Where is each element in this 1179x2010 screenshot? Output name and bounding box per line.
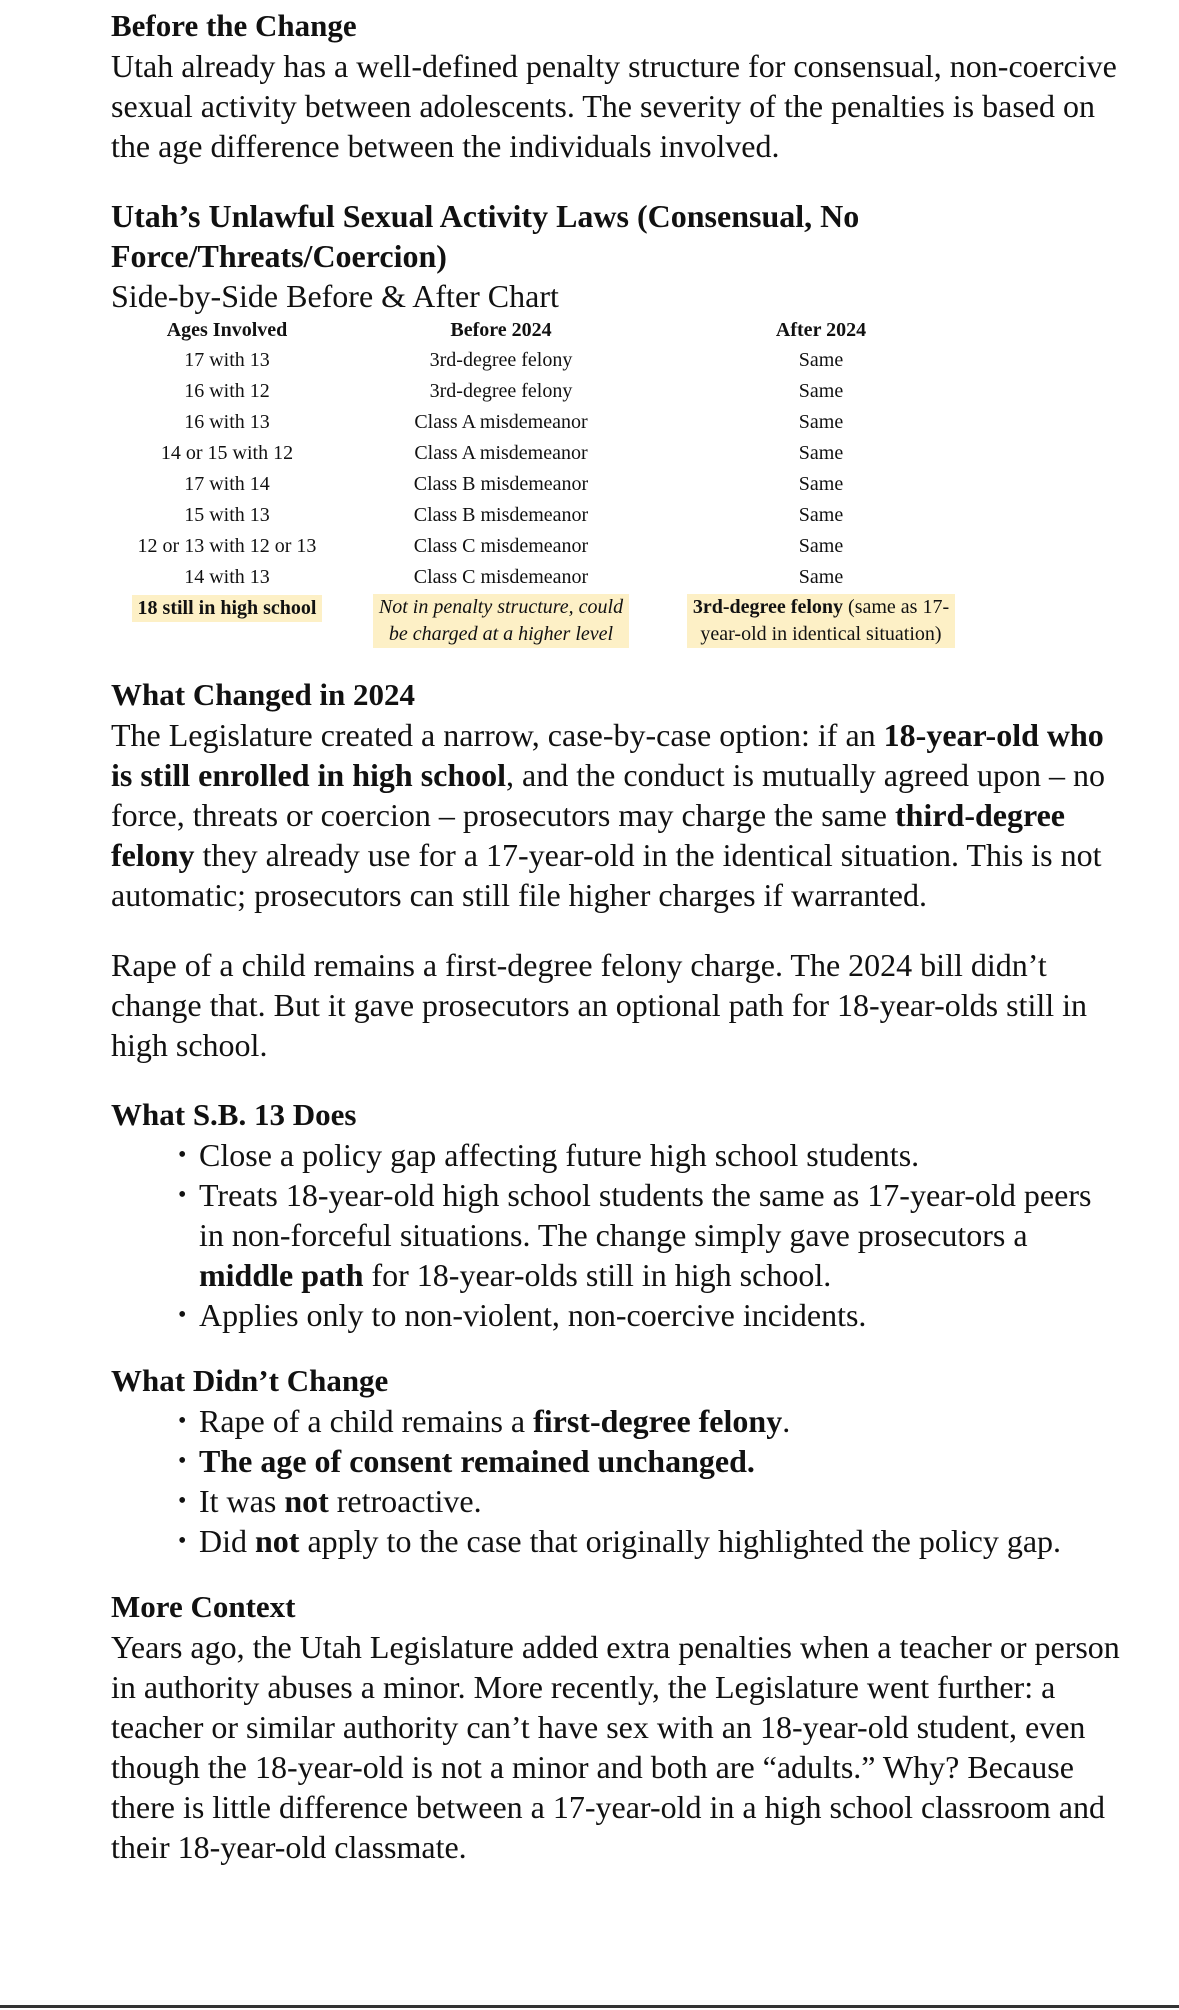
highlight-after-line-2: year-old in identical situation) [700, 623, 942, 645]
list-item-text-bold: first-degree felony [533, 1403, 783, 1439]
list-item [145, 1295, 1121, 1335]
spacer [111, 1335, 1121, 1361]
spacer [111, 1561, 1121, 1587]
table-row [114, 377, 980, 408]
list-item-text-bold: not [284, 1483, 329, 1519]
bottom-divider [0, 2005, 1179, 2008]
cell-after: Same [798, 411, 844, 433]
list-item [145, 1135, 1121, 1175]
section-more-context [111, 1587, 1121, 1867]
header-ages-involved: Ages Involved [166, 319, 288, 341]
list-item-text: Treats 18-year-old high school students the same as 17-year-old peers in non-forceful situations. The change simply gave prosecutors a [199, 1177, 1092, 1253]
cell-ages: 17 with 14 [184, 473, 270, 495]
section-what-didnt-change [111, 1361, 1121, 1561]
cell-after: Same [798, 442, 844, 464]
list-item-text: It was [199, 1483, 285, 1519]
header-after-2024: After 2024 [775, 319, 867, 341]
list-item-text-bold: not [255, 1523, 300, 1559]
list-what-didnt-change [111, 1401, 1121, 1561]
bullet-icon: • [178, 1488, 187, 1514]
bullet-icon: • [178, 1448, 187, 1474]
list-item-text: Applies only to non-violent, non-coercive incidents. [199, 1297, 867, 1333]
cell-before: Class C misdemeanor [413, 535, 589, 557]
section-before-the-change [111, 6, 1121, 166]
bullet-icon: • [178, 1302, 187, 1328]
table-row [114, 563, 980, 594]
heading-what-sb13-does: What S.B. 13 Does [111, 1097, 357, 1132]
list-item-text: apply to the case that originally highlighted the policy gap. [299, 1523, 1062, 1559]
table-row [114, 439, 980, 470]
cell-ages: 14 or 15 with 12 [160, 442, 294, 464]
table-row [114, 408, 980, 439]
list-item [145, 1481, 1121, 1521]
text-run-bold: third-degree felony [111, 797, 1065, 873]
cell-after: Same [798, 566, 844, 588]
chart-title: Utah’s Unlawful Sexual Activity Laws (Consensual, No Force/Threats/Coercion) [111, 198, 860, 274]
heading-what-changed: What Changed in 2024 [111, 677, 416, 712]
table-row-highlighted [114, 594, 980, 649]
heading-what-didnt-change: What Didn’t Change [111, 1363, 389, 1398]
list-item-text: Rape of a child remains a [199, 1403, 534, 1439]
section-what-changed [111, 675, 1121, 1065]
cell-before: Class A misdemeanor [414, 442, 588, 464]
list-item [145, 1401, 1121, 1441]
cell-ages: 12 or 13 with 12 or 13 [137, 535, 317, 557]
paragraph-what-changed-1 [111, 715, 1121, 915]
cell-before: Class B misdemeanor [413, 473, 589, 495]
cell-after: Same [798, 473, 844, 495]
text-run: The Legislature created a narrow, case-by-case option: if an [111, 717, 884, 753]
cell-after-highlighted [662, 594, 980, 649]
paragraph-before-the-change: Utah already has a well-defined penalty structure for consensual, non-coercive sexual activity between adolescents. The severity of the penalties is based on the age difference between the individuals involved. [111, 48, 1117, 164]
table-row [114, 532, 980, 563]
highlight-after-text [687, 594, 955, 648]
header-before-2024: Before 2024 [450, 319, 552, 341]
section-what-sb13-does [111, 1095, 1121, 1335]
list-item [145, 1175, 1121, 1295]
list-item-text: . [782, 1403, 791, 1439]
cell-ages: 16 with 13 [184, 411, 270, 433]
bullet-icon: • [178, 1142, 187, 1168]
cell-ages: 15 with 13 [184, 504, 270, 526]
list-item-text-bold: The age of consent remained unchanged. [199, 1443, 755, 1479]
cell-ages: 16 with 12 [184, 380, 270, 402]
text-run: , and the conduct is mutually agreed upon – no force, threats or coercion – prosecutors may charge the same [111, 757, 1106, 833]
cell-after: Same [798, 349, 844, 371]
paragraph-what-changed-2: Rape of a child remains a first-degree felony charge. The 2024 bill didn’t change that. But it gave prosecutors an optional path for 18-year-olds still in high school. [111, 947, 1087, 1063]
list-item [145, 1521, 1121, 1561]
cell-ages: 14 with 13 [184, 566, 270, 588]
highlight-after-line-1-rest: (same as 17- [843, 596, 950, 618]
cell-after: Same [798, 504, 844, 526]
list-what-sb13-does [111, 1135, 1121, 1335]
list-item-text: Close a policy gap affecting future high school students. [199, 1137, 920, 1173]
bullet-icon: • [178, 1408, 187, 1434]
spacer [111, 649, 1121, 675]
heading-more-context: More Context [111, 1589, 296, 1624]
list-item-text: Did [199, 1523, 255, 1559]
section-penalty-chart [111, 196, 1121, 649]
cell-after: Same [798, 380, 844, 402]
highlight-before-line-1: Not in penalty structure, could [378, 596, 624, 618]
text-run: they already use for a 17-year-old in the identical situation. This is not automatic; prosecutors can still file higher charges if warranted. [111, 837, 1102, 913]
list-item [145, 1441, 1121, 1481]
spacer [111, 1065, 1121, 1095]
cell-before: Class B misdemeanor [413, 504, 589, 526]
cell-before: 3rd-degree felony [429, 380, 573, 402]
paragraph-more-context: Years ago, the Utah Legislature added extra penalties when a teacher or person in authority abuses a minor. More recently, the Legislature went further: a teacher or similar authority can’t have sex with an 18-year-old student, even though the 18-year-old is not a minor and both are “adults.” Why? Because there is little difference between a 17-year-old in a high school classroom and their 18-year-old classmate. [111, 1629, 1120, 1865]
cell-before: 3rd-degree felony [429, 349, 573, 371]
highlight-before-line-2: be charged at a higher level [388, 623, 614, 645]
penalty-table [114, 316, 980, 649]
chart-subtitle: Side-by-Side Before & After Chart [111, 278, 559, 314]
highlight-before-text [373, 594, 629, 648]
text-run-bold: 18-year-old who is still enrolled in high school [111, 717, 1104, 793]
penalty-table-header-row [114, 316, 980, 346]
heading-before-the-change: Before the Change [111, 8, 357, 43]
highlight-ages-label: 18 still in high school [132, 595, 323, 622]
cell-before-highlighted [340, 594, 662, 649]
list-item-text-bold: middle path [199, 1257, 364, 1293]
spacer [111, 915, 1121, 945]
table-row [114, 501, 980, 532]
table-row [114, 470, 980, 501]
bullet-icon: • [178, 1528, 187, 1554]
article-content [111, 6, 1121, 1867]
list-item-text: retroactive. [328, 1483, 482, 1519]
list-item-text: for 18-year-olds still in high school. [363, 1257, 832, 1293]
table-row [114, 346, 980, 377]
bullet-icon: • [178, 1182, 187, 1208]
highlight-after-bold: 3rd-degree felony [692, 596, 844, 618]
cell-ages: 17 with 13 [184, 349, 270, 371]
cell-ages-highlighted [114, 594, 340, 649]
cell-after: Same [798, 535, 844, 557]
cell-before: Class C misdemeanor [413, 566, 589, 588]
cell-before: Class A misdemeanor [414, 411, 588, 433]
